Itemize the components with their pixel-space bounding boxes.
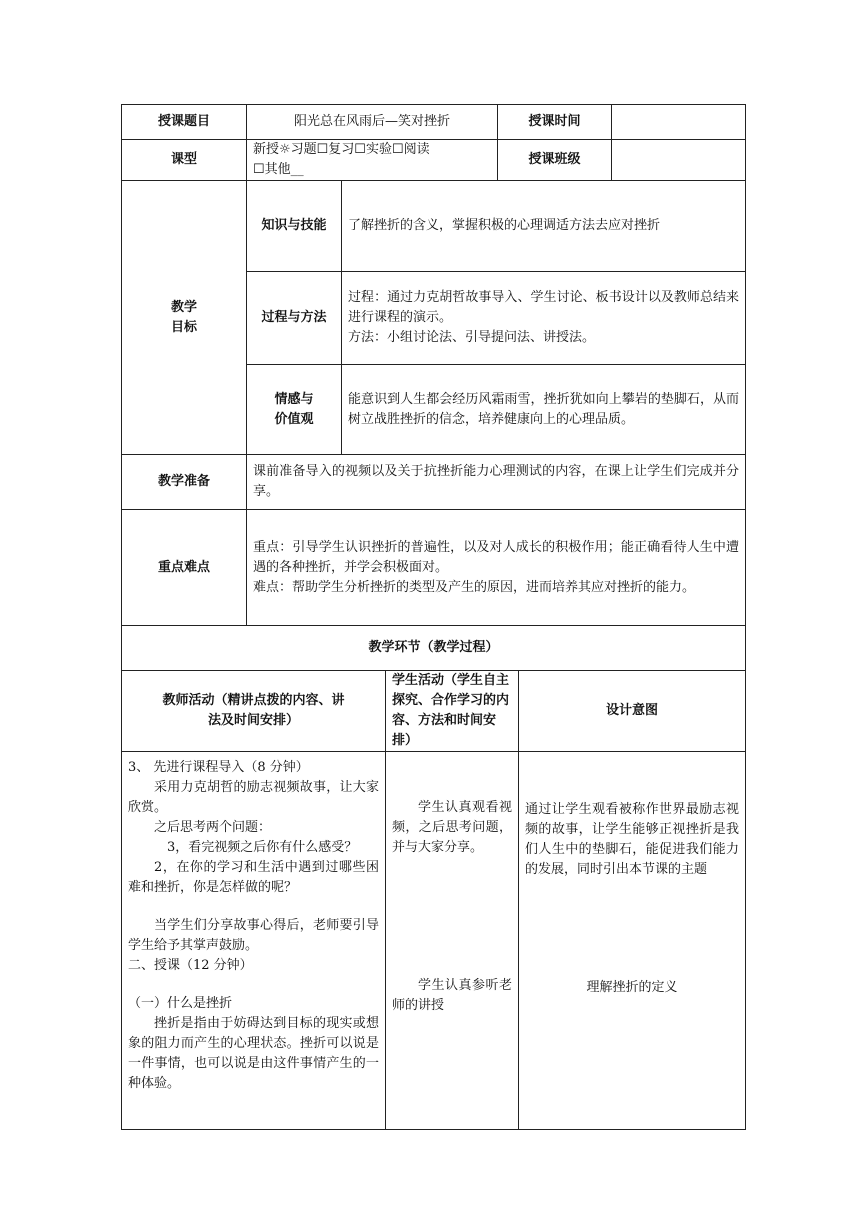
process-title-row	[122, 626, 746, 671]
preparation-content: 课前准备导入的视频以及关于抗挫折能力心理测试的内容，在课上让学生们完成并分享。	[247, 455, 746, 510]
type-value: 新授☼习题☐复习☐实验☐阅读 ☐其他__	[247, 140, 498, 181]
type-row	[122, 140, 746, 181]
student-activity-header: 学生活动（学生自主探究、合作学习的内容、方法和时间安排）	[386, 671, 519, 752]
teacher-intro-video: 采用力克胡哲的励志视频故事，让大家欣赏。	[128, 780, 379, 815]
teacher-lecture-heading: 二、授课（12 分钟）	[128, 958, 253, 973]
student-activity-cell	[386, 752, 519, 1130]
topic-label: 授课题目	[122, 105, 247, 140]
topic-value: 阳光总在风雨后—笑对挫折	[247, 105, 498, 140]
objective-process-label: 过程与方法	[247, 272, 342, 365]
student-activity-2: 学生认真参听老师的讲授	[392, 978, 513, 1013]
preparation-row	[122, 455, 746, 510]
teacher-section-heading: （一）什么是挫折	[128, 996, 233, 1011]
objective-values-content: 能意识到人生都会经历风霜雨雪，挫折犹如向上攀岩的垫脚石，从而树立战胜挫折的信念，培养健康向上的心理品质。	[342, 365, 746, 455]
process-title: 教学环节（教学过程）	[122, 626, 746, 671]
class-label: 授课班级	[498, 140, 612, 181]
teacher-encourage: 当学生们分享故事心得后，老师要引导学生给予其掌声鼓励。	[128, 918, 379, 953]
time-label: 授课时间	[498, 105, 612, 140]
time-value	[612, 105, 746, 140]
topic-row	[122, 105, 746, 140]
teacher-question-2: 2，在你的学习和生活中遇到过哪些困难和挫折，你是怎样做的呢？	[128, 860, 379, 895]
type-label: 课型	[122, 140, 247, 181]
student-activity-1: 学生认真观看视频，之后思考问题，并与大家分享。	[392, 800, 513, 855]
design-intent-cell	[519, 752, 746, 1130]
teacher-intro-heading: 3、 先进行课程导入（8 分钟）	[128, 760, 309, 775]
objective-knowledge-label: 知识与技能	[247, 181, 342, 272]
key-points-content: 重点：引导学生认识挫折的普遍性，以及对人成长的积极作用；能正确看待人生中遭遇的各种挫折，并学会积极面对。 难点：帮助学生分析挫折的类型及产生的原因，进而培养其应对挫折的能力。	[247, 510, 746, 626]
teacher-definition: 挫折是指由于妨碍达到目标的现实或想象的阻力而产生的心理状态。挫折可以说是一件事情，也可以说是由这件事情产生的一种体验。	[128, 1016, 379, 1091]
teacher-activity-cell	[122, 752, 386, 1130]
design-intent-1: 通过让学生观看被称作世界最励志视频的故事，让学生能够正视挫折是我们人生中的垫脚石，能促进我们能力的发展，同时引出本节课的主题	[525, 802, 740, 877]
design-intent-2: 理解挫折的定义	[586, 980, 678, 995]
preparation-label: 教学准备	[122, 455, 247, 510]
process-content-row	[122, 752, 746, 1130]
objective-row-knowledge	[122, 181, 746, 272]
teacher-intro-questions: 之后思考两个问题：	[154, 820, 272, 835]
key-points-label: 重点难点	[122, 510, 247, 626]
design-intent-header: 设计意图	[519, 671, 746, 752]
key-points-row	[122, 510, 746, 626]
class-value	[612, 140, 746, 181]
objectives-label: 教学 目标	[122, 181, 247, 455]
objective-values-label: 情感与 价值观	[247, 365, 342, 455]
lesson-plan-table	[121, 104, 746, 1130]
teacher-activity-header: 教师活动（精讲点拨的内容、讲法及时间安排）	[122, 671, 386, 752]
process-header-row	[122, 671, 746, 752]
objective-process-content: 过程：通过力克胡哲故事导入、学生讨论、板书设计以及教师总结来进行课程的演示。 方法：小组讨论法、引导提问法、讲授法。	[342, 272, 746, 365]
objective-knowledge-content: 了解挫折的含义，掌握积极的心理调适方法去应对挫折	[342, 181, 746, 272]
teacher-question-1: 3，看完视频之后你有什么感受？	[167, 840, 358, 855]
